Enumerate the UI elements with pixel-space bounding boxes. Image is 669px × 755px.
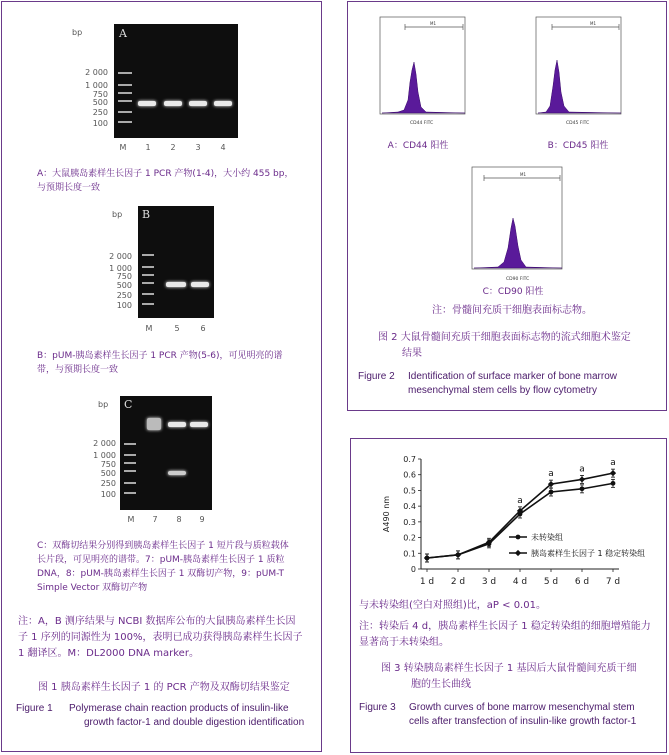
gel-a-lane-label: 3: [195, 143, 201, 152]
legend-marker: [516, 535, 521, 540]
growth-curve-chart: [359, 447, 659, 597]
legend-marker: [515, 550, 521, 556]
gel-c-ladder-band: [124, 454, 136, 456]
figure1-panel: [1, 1, 322, 752]
figure1-note: 子 1 序列的同源性为 100%，表明已成功获得胰岛素样生长因子: [18, 632, 303, 643]
x-tick-label: 2 d: [450, 577, 466, 587]
y-axis-label: A490 nm: [382, 495, 391, 533]
figure2-title-en: mesenchymal stem cells by flow cytometry: [408, 385, 597, 396]
figure2-panel: [347, 1, 667, 411]
gel-b-ladder-band: [142, 254, 154, 256]
figure3-title-cn: 图 3 转染胰岛素样生长因子 1 基因后大鼠骨髓间充质干细: [381, 663, 637, 674]
figure2-title-en: Identification of surface marker of bone marrow: [408, 371, 617, 382]
gel-a-lane-label: 1: [145, 143, 151, 152]
y-tick-label: 0: [410, 565, 416, 574]
gel-a-ladder-band: [118, 100, 132, 102]
gel-a-band: [214, 101, 232, 106]
gel-c-ladder-band: [124, 482, 136, 484]
gel-b-bp-marker: 500: [116, 281, 132, 290]
flow-label-cd44: A：CD44 阳性: [387, 141, 449, 151]
gel-b-image: [138, 206, 214, 318]
gel-a-ladder-band: [118, 84, 132, 86]
gel-b-ladder-band: [142, 282, 154, 284]
data-point: [580, 486, 585, 491]
figure3-panel: [350, 438, 667, 753]
gel-a-caption: A：大鼠胰岛素样生长因子 1 PCR 产物(1-4)，大小约 455 bp，: [37, 169, 294, 179]
y-tick-label: 0.1: [403, 549, 416, 559]
gel-c-lane-label: 7: [152, 515, 158, 524]
gel-b-lane-label: 6: [200, 324, 206, 333]
data-point: [455, 552, 461, 558]
cd90-gate-label: M1: [520, 172, 526, 177]
gel-a-ladder-band: [118, 111, 132, 113]
gel-a-bp-marker: 500: [92, 98, 108, 107]
gel-a-lane-label: 2: [170, 143, 176, 152]
data-point: [549, 490, 554, 495]
figure2-title-cn: 图 2 大鼠骨髓间充质干细胞表面标志物的流式细胞术鉴定: [378, 332, 631, 343]
gel-b-letter: B: [142, 208, 151, 221]
y-tick-label: 0.6: [403, 470, 416, 480]
gel-c-bp-marker: 750: [100, 460, 116, 469]
gel-b-bp-marker: 750: [116, 272, 132, 281]
figure1-title-en: growth factor-1 and double digestion identification: [84, 717, 305, 728]
gel-c-bp-unit: bp: [98, 400, 109, 409]
gel-a-band: [138, 101, 156, 106]
gel-a-ladder-band: [118, 92, 132, 94]
gel-c-bp-marker: 1 000: [93, 451, 116, 460]
gel-c-bp-marker: 2 000: [93, 439, 116, 448]
gel-b-band: [191, 282, 209, 287]
gel-b-caption: 带，与预期长度一致: [37, 365, 119, 375]
figure3-title-cn: 胞的生长曲线: [411, 679, 471, 690]
x-tick-label: 6 d: [574, 577, 590, 587]
cd45-axis-label: CD45 FITC: [566, 121, 590, 126]
figure3-note: 显著高于未转染组。: [359, 637, 449, 648]
significance-mark: a: [517, 495, 523, 506]
figure2-note: 注：骨髓间充质干细胞表面标志物。: [432, 305, 592, 316]
gel-a-band: [164, 101, 182, 106]
flow-histogram-cd45: [524, 12, 624, 127]
gel-a-bp-marker: 1 000: [85, 81, 108, 90]
significance-mark: a: [579, 464, 585, 475]
gel-b-ladder-band: [142, 274, 154, 276]
x-tick-label: 5 d: [543, 577, 559, 587]
gel-c-caption: Simple Vector 双酶切产物: [37, 583, 148, 593]
cd44-axis-label: CD44 FITC: [410, 121, 434, 126]
gel-c-band: [190, 422, 208, 427]
flow-label-cd45: B：CD45 阳性: [547, 141, 609, 151]
gel-b-bp-unit: bp: [112, 210, 123, 219]
figure1-title-en-label: Figure 1: [16, 703, 53, 714]
gel-b-ladder-band: [142, 303, 154, 305]
figure3-title-en-label: Figure 3: [359, 702, 396, 713]
gel-a-bp-marker: 750: [92, 90, 108, 99]
figure3-note: 注：转染后 4 d，胰岛素样生长因子 1 稳定转染组的细胞增殖能力: [359, 621, 651, 632]
gel-a-letter: A: [119, 27, 127, 40]
gel-c-band: [147, 418, 161, 430]
data-point: [610, 470, 616, 476]
significance-mark: a: [610, 458, 616, 469]
gel-c-bp-marker: 100: [100, 490, 116, 499]
gel-c-ladder-band: [124, 492, 136, 494]
figure3-title-en: Growth curves of bone marrow mesenchymal stem: [409, 702, 635, 713]
gel-c-image: [120, 396, 212, 510]
series-line: [427, 483, 613, 558]
figure1-title-en: Polymerase chain reaction products of insulin-like: [69, 703, 289, 714]
figure1-note: 1 翻译区。M：DL2000 DNA marker。: [18, 648, 199, 659]
x-tick-label: 1 d: [419, 577, 435, 587]
figure2-title-cn: 结果: [402, 348, 422, 359]
gel-a-ladder-band: [118, 72, 132, 74]
gel-c-bp-marker: 250: [100, 479, 116, 488]
significance-mark: a: [548, 469, 554, 480]
y-tick-label: 0.5: [403, 486, 416, 496]
gel-c-lane-label: 9: [199, 515, 205, 524]
gel-b-bp-marker: 2 000: [109, 252, 132, 261]
gel-c-caption: 长片段，可见明亮的谱带。7：pUM-胰岛素样生长因子 1 质粒: [37, 555, 285, 565]
gel-a-bp-unit: bp: [72, 28, 83, 37]
figure3-note-top-text: 与未转染组(空白对照组)比，aP < 0.01。: [359, 600, 546, 611]
gel-b-lane-label: M: [145, 324, 153, 333]
gel-c-band: [168, 471, 186, 475]
gel-a-lane-label: 4: [220, 143, 226, 152]
gel-c-caption: C：双酶切结果分别得到胰岛素样生长因子 1 短片段与质粒载体: [37, 541, 289, 551]
flow-histogram-cd44: [368, 12, 468, 127]
figure1-note: 注：A，B 测序结果与 NCBI 数据库公布的大鼠胰岛素样生长因: [18, 616, 296, 627]
y-tick-label: 0.3: [403, 517, 416, 527]
gel-b-bp-marker: 100: [116, 301, 132, 310]
figure3-title-en: cells after transfection of insulin-like growth factor-1: [409, 716, 637, 727]
gel-b-ladder-band: [142, 266, 154, 268]
gel-c-caption: DNA，8：pUM-胰岛素样生长因子 1 双酶切产物，9：pUM-T: [37, 569, 285, 579]
x-tick-label: 3 d: [481, 577, 497, 587]
flow-histogram-cd90: [458, 162, 568, 284]
gel-a-band: [189, 101, 207, 106]
y-tick-label: 0.7: [403, 455, 416, 464]
data-point: [611, 481, 616, 486]
gel-a-bp-marker: 250: [92, 108, 108, 117]
figure2-title-en-label: Figure 2: [358, 371, 395, 382]
gel-c-ladder-band: [124, 443, 136, 445]
cd45-gate-label: M1: [590, 21, 596, 26]
gel-c-letter: C: [124, 398, 133, 411]
gel-a-ladder-band: [118, 121, 132, 123]
gel-b-lane-label: 5: [174, 324, 180, 333]
y-tick-label: 0.4: [403, 502, 416, 512]
figure3-note-top: [359, 599, 659, 613]
x-tick-label: 4 d: [512, 577, 528, 587]
cd90-axis-label: CD90 FITC: [506, 277, 530, 282]
gel-c-lane-label: M: [127, 515, 135, 524]
gel-b-band: [166, 282, 186, 287]
data-point: [424, 555, 430, 561]
flow-label-cd90: C：CD90 阳性: [482, 287, 544, 297]
legend-label: 胰岛素样生长因子 1 稳定转染组: [531, 549, 646, 558]
gel-c-bp-marker: 500: [100, 469, 116, 478]
gel-c-lane-label: 8: [176, 515, 182, 524]
gel-b-bp-marker: 250: [116, 291, 132, 300]
gel-a-caption: 与预期长度一致: [37, 183, 101, 193]
figure1-title-cn: 图 1 胰岛素样生长因子 1 的 PCR 产物及双酶切结果鉴定: [38, 682, 290, 693]
gel-b-caption: B：pUM-胰岛素样生长因子 1 PCR 产物(5-6)，可见明亮的谱: [37, 351, 283, 361]
gel-c-ladder-band: [124, 470, 136, 472]
data-point: [579, 476, 585, 482]
cd44-gate-label: M1: [430, 21, 436, 26]
legend-label: 未转染组: [531, 533, 563, 542]
gel-a-lane-label: M: [119, 143, 127, 152]
gel-b-ladder-band: [142, 293, 154, 295]
gel-b-bp-marker: 1 000: [109, 264, 132, 273]
gel-c-ladder-band: [124, 462, 136, 464]
gel-a-bp-marker: 100: [92, 119, 108, 128]
x-tick-label: 7 d: [605, 577, 621, 587]
gel-a-image: [114, 24, 238, 138]
gel-a-bp-marker: 2 000: [85, 68, 108, 77]
gel-c-band: [168, 422, 186, 427]
y-tick-label: 0.2: [403, 533, 416, 543]
